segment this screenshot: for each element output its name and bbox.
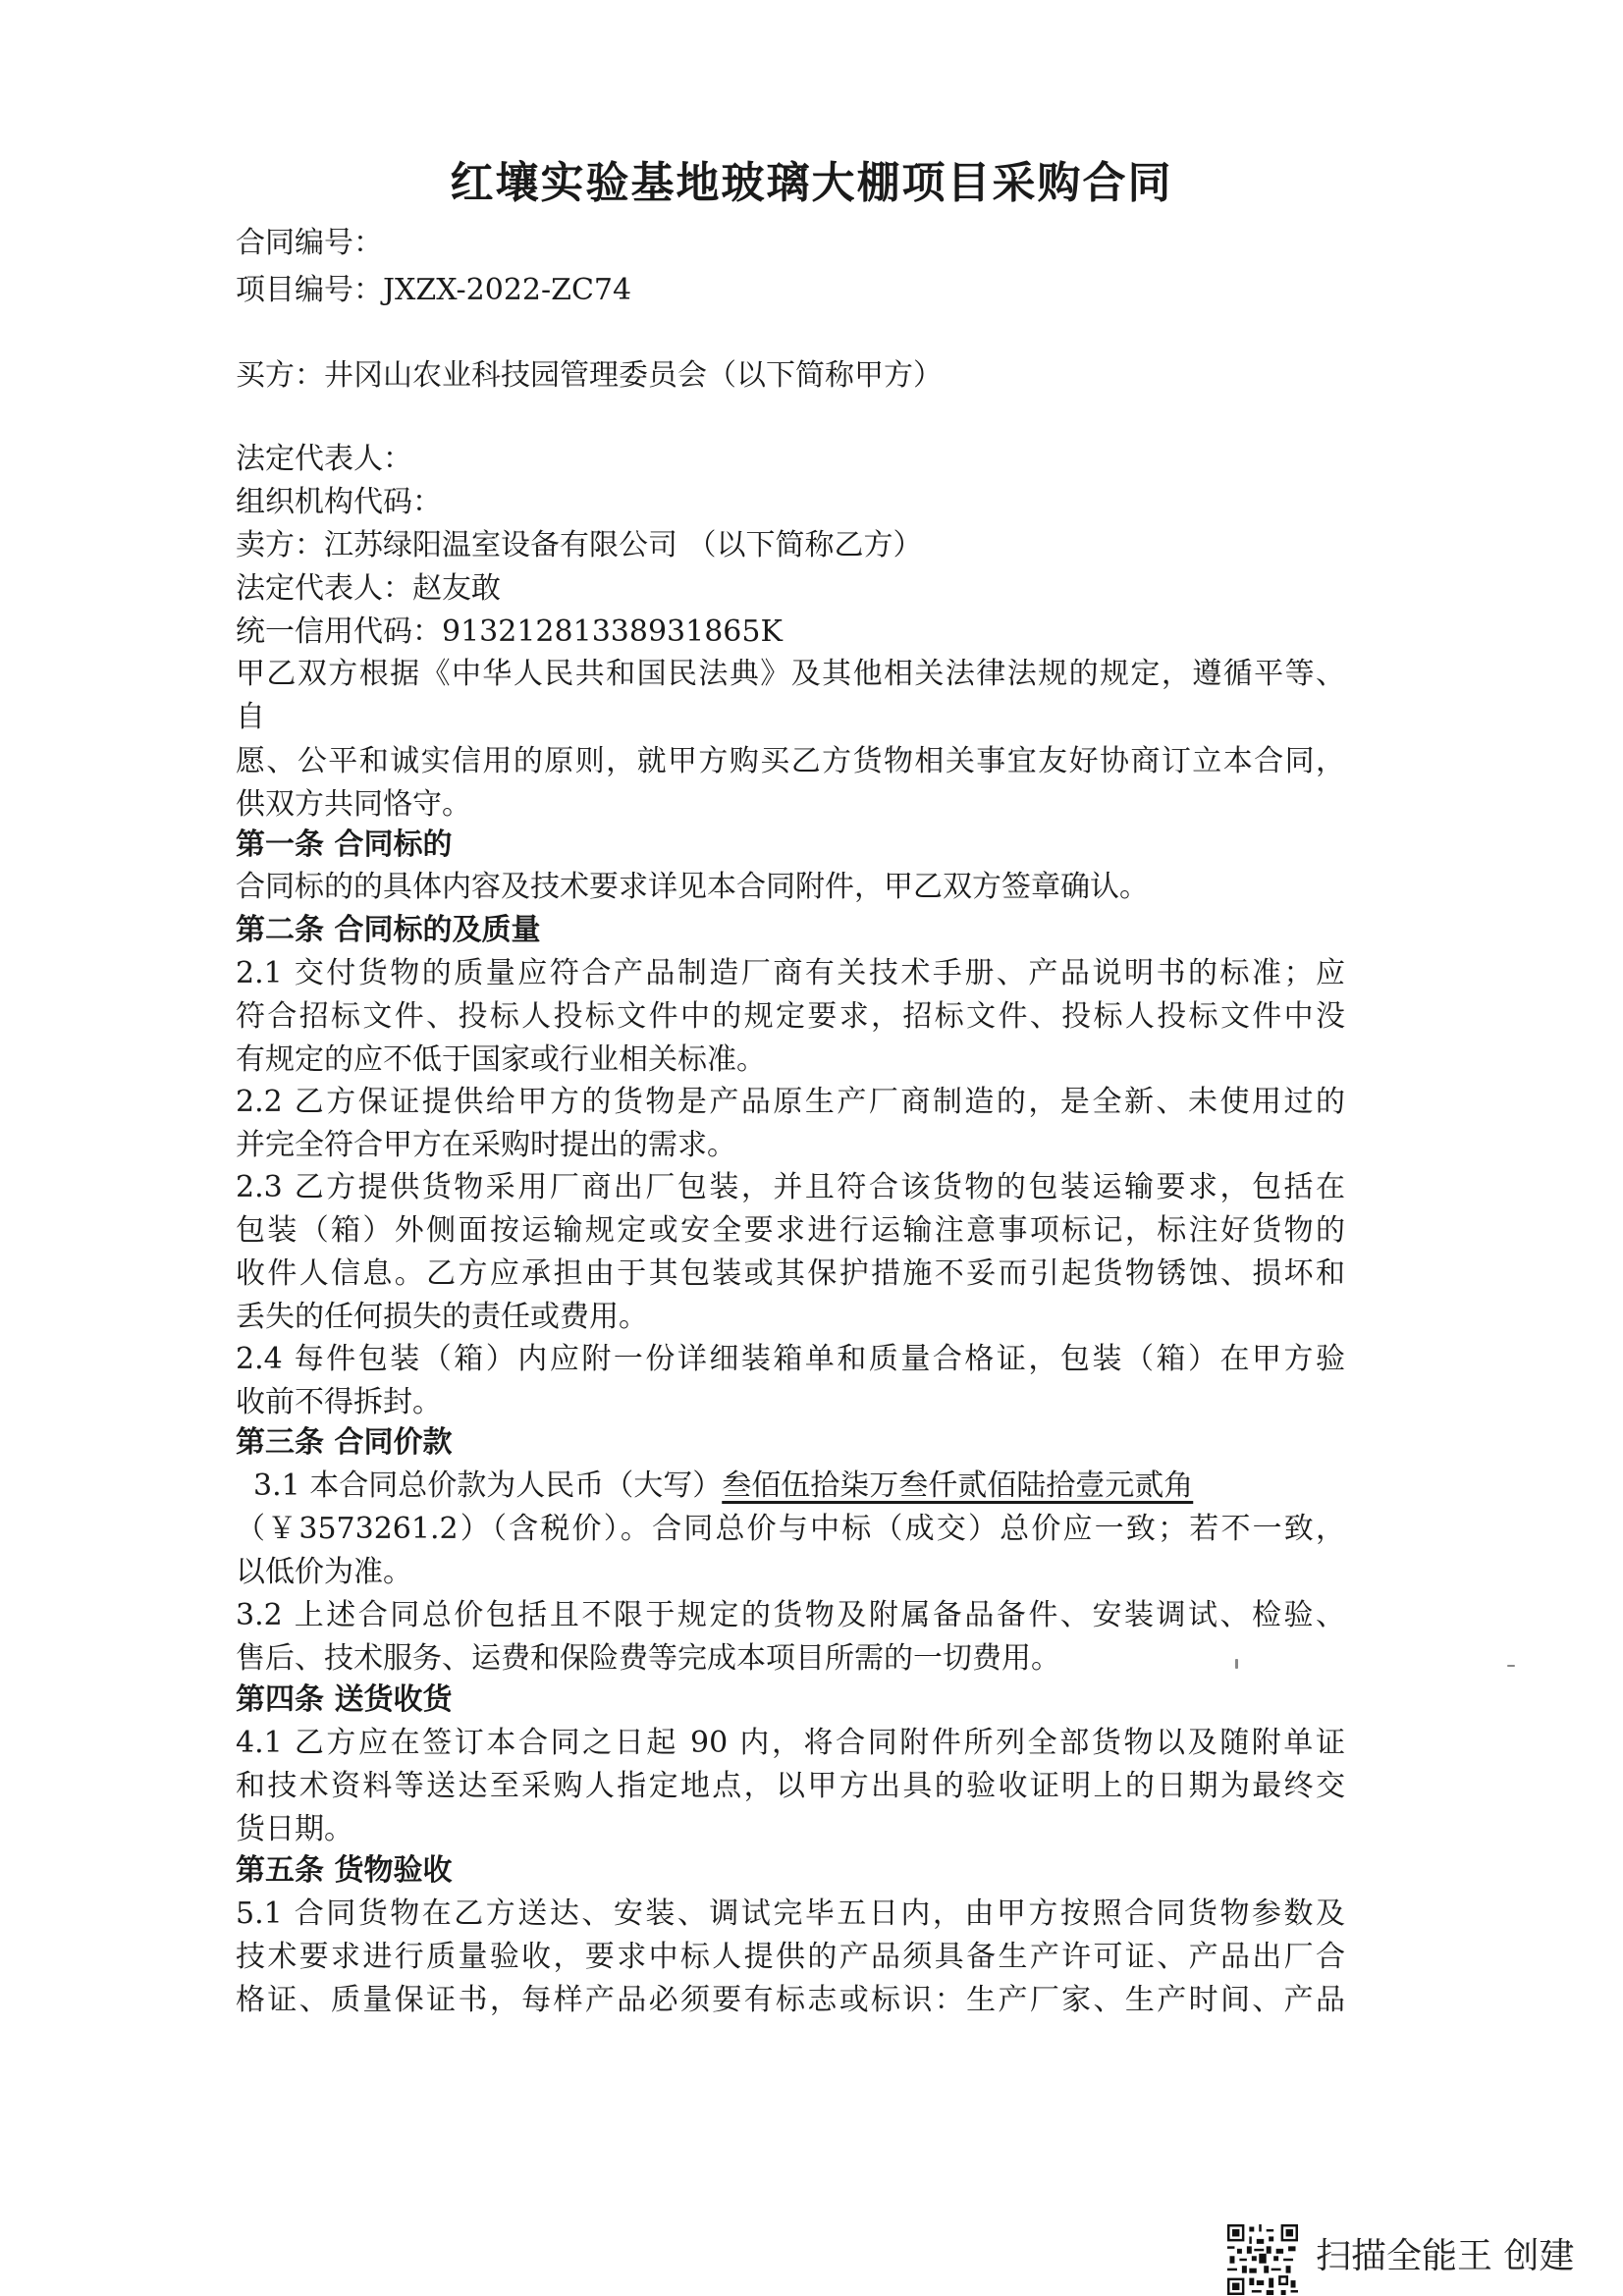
clause-2-1-line-3: 有规定的应不低于国家或行业相关标准。 (236, 1042, 766, 1077)
clause-5-1-line-1: 5.1 合同货物在乙方送达、安装、调试完毕五日内，由甲方按照合同货物参数及 (236, 1896, 1345, 1931)
clause-2-1-line-2: 符合招标文件、投标人投标文件中的规定要求，招标文件、投标人投标文件中没 (236, 999, 1345, 1034)
clause-5-1-line-2: 技术要求进行质量验收，要求中标人提供的产品须具备生产许可证、产品出厂合 (236, 1940, 1345, 1974)
clause-2-3-line-4: 丢失的任何损失的责任或费用。 (236, 1300, 648, 1334)
seller-legal-rep: 法定代表人：赵友敢 (236, 571, 501, 606)
clause-3-1-line-1 (253, 1467, 1363, 1506)
clause-3-1-line-2: （￥3573261.2）（含税价）。合同总价与中标（成交）总价应一致；若不一致， (236, 1512, 1345, 1546)
article-3-heading: 第三条 合同价款 (236, 1425, 453, 1460)
clause-2-3-line-1: 2.3 乙方提供货物采用厂商出厂包装，并且符合该货物的包装运输要求，包括在 (236, 1170, 1345, 1204)
clause-4-1-line-2: 和技术资料等送达至采购人指定地点，以甲方出具的验收证明上的日期为最终交 (236, 1769, 1345, 1803)
preamble-line-2: 自 (236, 700, 265, 734)
clause-2-3-line-3: 收件人信息。乙方应承担由于其包装或其保护措施不妥而引起货物锈蚀、损坏和 (236, 1256, 1345, 1291)
buyer-org-code: 组织机构代码： (236, 485, 442, 519)
article-2-heading: 第二条 合同标的及质量 (236, 913, 541, 947)
article-1-heading: 第一条 合同标的 (236, 828, 453, 862)
project-number: 项目编号：JXZX-2022-ZC74 (236, 273, 632, 307)
seller-credit-code: 统一信用代码：91321281338931865K (236, 614, 783, 649)
clause-5-1-line-3: 格证、质量保证书，每样产品必须要有标志或标识：生产厂家、生产时间、产品 (236, 1983, 1345, 2017)
article-5-heading: 第五条 货物验收 (236, 1853, 453, 1888)
clause-3-1-prefix: 3.1 本合同总价款为人民币（大写） (253, 1468, 723, 1503)
clause-4-1-line-1: 4.1 乙方应在签订本合同之日起 90 内，将合同附件所列全部货物以及随附单证 (236, 1726, 1345, 1760)
preamble-line-3: 愿、公平和诚实信用的原则，就甲方购买乙方货物相关事宜友好协商订立本合同， (236, 744, 1345, 778)
clause-3-1-line-3: 以低价为准。 (236, 1555, 412, 1589)
document-title: 红壤实验基地玻璃大棚项目采购合同 (450, 158, 1173, 208)
seller-line: 卖方：江苏绿阳温室设备有限公司 （以下简称乙方） (236, 528, 923, 562)
article-1-text: 合同标的的具体内容及技术要求详见本合同附件，甲乙双方签章确认。 (236, 870, 1149, 904)
clause-2-4-line-1: 2.4 每件包装（箱）内应附一份详细装箱单和质量合格证，包装（箱）在甲方验 (236, 1342, 1345, 1376)
article-4-heading: 第四条 送货收货 (236, 1682, 453, 1717)
buyer-line: 买方：井冈山农业科技园管理委员会（以下简称甲方） (236, 358, 943, 393)
clause-2-3-line-2: 包装（箱）外侧面按运输规定或安全要求进行运输注意事项标记，标注好货物的 (236, 1213, 1345, 1248)
clause-2-2-line-2: 并完全符合甲方在采购时提出的需求。 (236, 1128, 736, 1162)
amount-in-words: 叁佰伍拾柒万叁仟贰佰陆拾壹元贰角 (722, 1468, 1194, 1503)
preamble-line-1: 甲乙双方根据《中华人民共和国民法典》及其他相关法律法规的规定，遵循平等、 (236, 657, 1345, 691)
clause-2-1-line-1: 2.1 交付货物的质量应符合产品制造厂商有关技术手册、产品说明书的标准；应 (236, 956, 1345, 990)
preamble-line-4: 供双方共同恪守。 (236, 787, 471, 822)
clause-3-2-line-2: 售后、技术服务、运费和保险费等完成本项目所需的一切费用。 (236, 1641, 1060, 1676)
scan-speck (1235, 1659, 1238, 1669)
clause-2-2-line-1: 2.2 乙方保证提供给甲方的货物是产品原生产厂商制造的，是全新、未使用过的 (236, 1085, 1345, 1119)
buyer-legal-rep: 法定代表人： (236, 442, 412, 476)
scanner-watermark-label: 扫描全能王 创建 (1316, 2236, 1575, 2276)
clause-4-1-line-3: 货日期。 (236, 1812, 353, 1846)
clause-2-4-line-2: 收前不得拆封。 (236, 1385, 442, 1419)
contract-number-label: 合同编号： (236, 226, 383, 260)
clause-3-2-line-1: 3.2 上述合同总价包括且不限于规定的货物及附属备品备件、安装调试、检验、 (236, 1598, 1345, 1632)
scan-speck (1507, 1665, 1515, 1667)
qr-code-icon (1227, 2224, 1298, 2295)
